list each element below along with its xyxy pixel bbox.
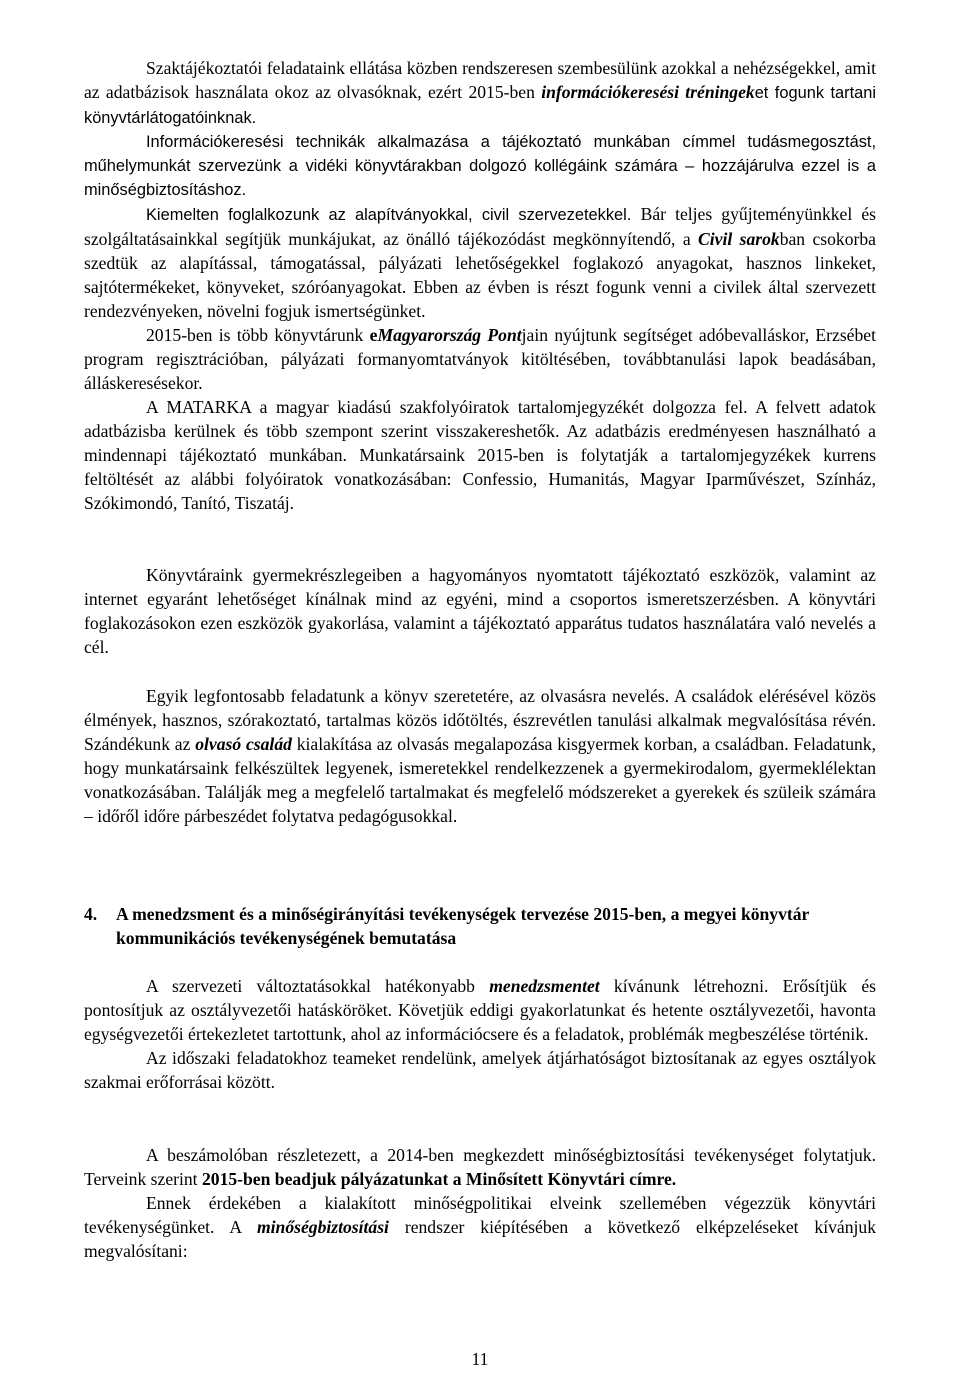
- text-run: A MATARKA a magyar kiadású szakfolyóiratok tartalomjegyzékét dolgozza fel. A felvett adatok adatbázisba kerülnek és több szempont szerint visszakereshetők. Az adatbázis eredményesen használható a mindennapi tájékoztató munkában. Munkatársaink 2015-ben is folytatják a tartalomjegyzékek kurrens feltöltését az alábbi folyóiratok vonatkozásában: Confessio, Humanitás, Magyar Iparművészet, Színház, Szókimondó, Tanító, Tiszatáj.: [84, 397, 876, 513]
- text-run: ban csokorba szedtük az alapítással, támogatással, pályázati lehetőségekkel foglakozó anyagokat, hasznos linkeket, sajtótermékeket, könyveket, szóróanyagokat. Ebben az évben is részt fogunk venni a civilek által szervezett rendezvényeken, növelni fogjuk ismertségünket.: [84, 229, 876, 321]
- text-run: et fogunk tartani könyvtárlátogatóinknak.: [84, 84, 877, 127]
- section-number: 4.: [84, 904, 98, 924]
- text-section: [84, 902, 876, 950]
- paragraph: [84, 1191, 876, 1263]
- text-run: Egyik legfontosabb feladatunk a könyv szeretetére, az olvasásra nevelés. A családok elérésével közös élmények, hasznos, szórakoztató, tartalmas közös időtöltés, észrevétlen tanulási alkalmak megvalósítása révén. Szándékunk az: [84, 686, 876, 754]
- paragraph: [84, 1143, 876, 1191]
- paragraph: [84, 323, 876, 395]
- text-section: [84, 563, 876, 659]
- text-run: Információkeresési technikák alkalmazása a tájékoztató munkában címmel tudásmegosztást, műhelymunkát szervezünk a vidéki könyvtárakban dolgozó kollégáink számára – hozzájárulva ezzel is a minőségbiztosításhoz.: [84, 133, 876, 199]
- section-title: [116, 902, 876, 950]
- text-run: Ennek érdekében a kialakított minőségpolitikai elveink szellemében végezzük könyvtári tevékenységünket. A: [84, 1193, 876, 1237]
- paragraph: [84, 684, 876, 828]
- text-run: Bár teljes gyűjteményünkkel és szolgáltatásainkkal segítjük munkájukat, az önálló tájékozódást megkönnyítendő, a: [84, 204, 876, 249]
- text-run: kívánunk létrehozni. Erősítjük és pontosítjuk az osztályvezetői hatásköröket. Követjük eddigi gyakorlatunkat és hetente osztályvezetői, havonta egységvezetői értekezletet tartottunk, ahol az információcsere és a feladatok, problémák megbeszélése történik.: [84, 976, 876, 1044]
- text-run: A menedzsment és a minőségirányítási tevékenységek tervezése 2015-ben, a megyei könyvtár kommunikációs tevékenységének bemutatása: [116, 904, 810, 948]
- text-run: információkeresési tréningek: [541, 82, 755, 102]
- text-run: A szervezeti változtatásokkal hatékonyabb: [146, 976, 490, 996]
- text-run: Kiemelten foglalkozunk az alapítványokkal, civil szervezetekkel.: [146, 206, 641, 224]
- paragraph: [84, 395, 876, 515]
- paragraph: [84, 202, 876, 323]
- text-run: Könyvtáraink gyermekrészlegeiben a hagyományos nyomtatott tájékoztató eszközök, valamint az internet egyaránt lehetőséget kínálnak mind az egyéni, mind a csoportos ismeretszerzésben. A könyvtári foglakozásokon ezen eszközök gyakorlása, valamint a tájékoztató apparátus tudatos használatára való nevelés a cél.: [84, 565, 876, 657]
- text-run: Szaktájékoztatói feladataink ellátása közben rendszeresen szembesülünk azokkal a nehézségekkel, amit az adatbázisok használata okoz az olvasóknak, ezért 2015-ben: [84, 58, 876, 102]
- paragraph: [84, 563, 876, 659]
- text-run: jain nyújtunk segítséget adóbevalláskor, Erzsébet program regisztrációban, pályázati formanyomtatványok kitöltésében, továbbtanulási lapok beadásában, álláskeresésekor.: [84, 325, 876, 393]
- text-run: 2015-ben beadjuk pályázatunkat a Minősített Könyvtári címre.: [201, 1169, 677, 1189]
- page-number: 11: [471, 1349, 489, 1369]
- text-section: [84, 684, 876, 828]
- text-run: kialakítása az olvasás megalapozása kisgyermek korban, a családban. Feladatunk, hogy munkatársaink felkészültek legyenek, ismeretekkel rendelkezzenek a gyermekirodalom, gyermeklélektan vonatkozásában. Találják meg a megfelelő tartalmakat és megfelelő módszereket a gyerekek és szüleik számára – időről időre párbeszédet folytatva pedagógusokkal.: [84, 734, 876, 826]
- text-run: olvasó család: [195, 734, 292, 754]
- text-run: A beszámolóban részletezett, a 2014-ben megkezdett minőségbiztosítási tevékenységet folytatjuk. Terveink szerint: [84, 1145, 876, 1189]
- section-heading: [84, 902, 876, 950]
- paragraph: [84, 56, 876, 130]
- text-section: [84, 1143, 876, 1263]
- paragraph: [84, 130, 876, 202]
- text-run: minőségbiztosítási: [256, 1217, 389, 1237]
- text-run: rendszer kiépítésében a következő elképzeléseket kívánjuk megvalósítani:: [84, 1217, 876, 1261]
- text-run: Az időszaki feladatokhoz teameket rendelünk, amelyek átjárhatóságot biztosítanak az egyes osztályok szakmai erőforrásai között.: [84, 1048, 876, 1092]
- text-run: Civil sarok: [698, 229, 780, 249]
- text-run: e: [369, 325, 378, 345]
- text-run: Magyarország Pont: [377, 325, 522, 345]
- paragraph: [84, 974, 876, 1046]
- text-section: [84, 974, 876, 1094]
- text-run: 2015-ben is több könyvtárunk: [146, 325, 370, 345]
- text-section: [84, 56, 876, 515]
- paragraph: [84, 1046, 876, 1094]
- text-run: menedzsmentet: [489, 976, 600, 996]
